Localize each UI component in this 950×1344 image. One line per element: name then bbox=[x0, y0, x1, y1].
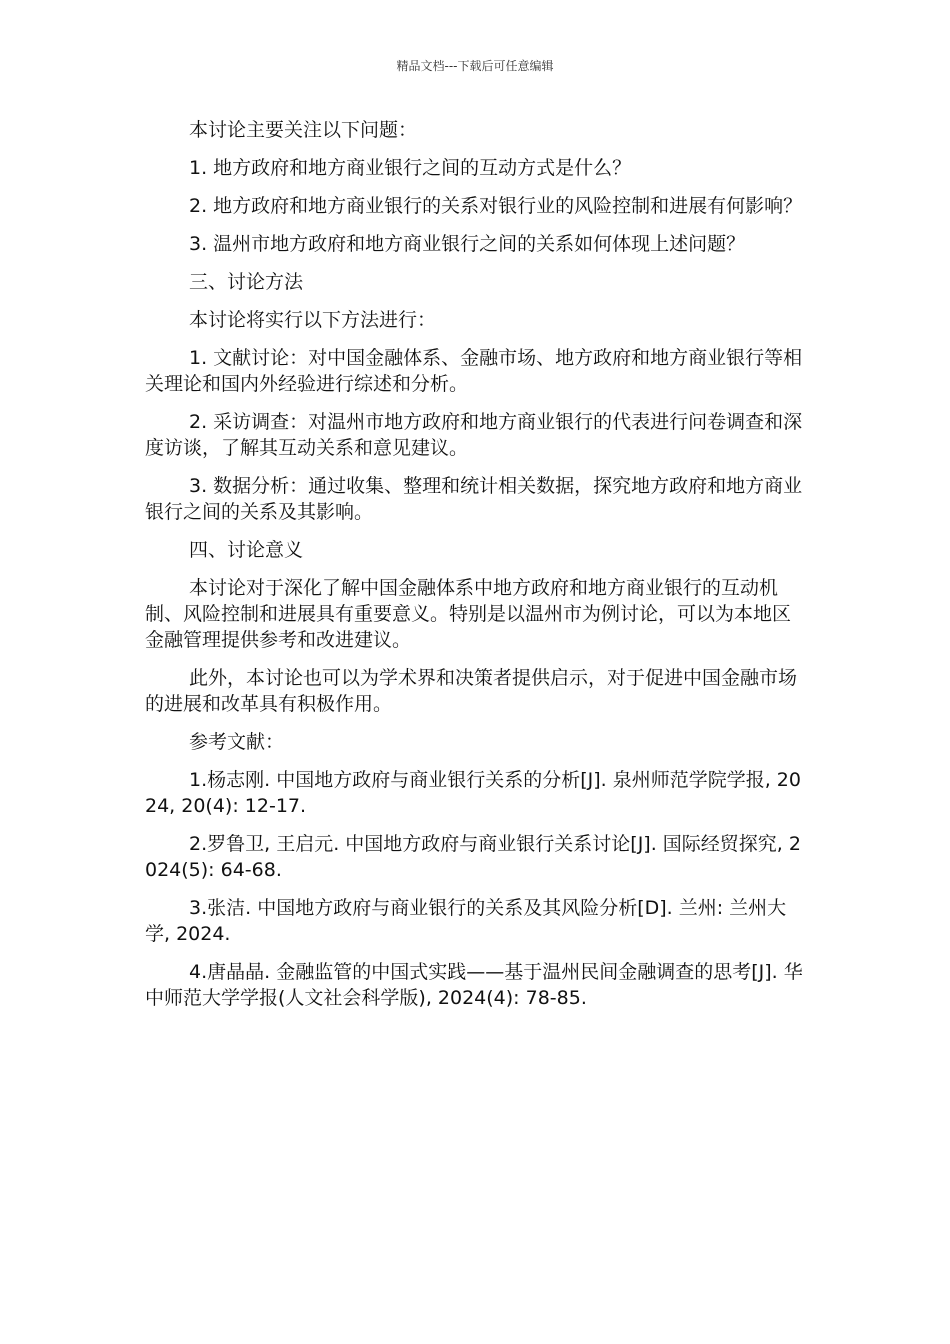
question-3: 3. 温州市地方政府和地方商业银行之间的关系如何体现上述问题？ bbox=[189, 233, 746, 255]
significance-1: 本讨论对于深化了解中国金融体系中地方政府和地方商业银行的互动机制、风险控制和进展具有重要意义。特别是以温州市为例讨论，可以为本地区金融管理提供参考和改进建议。 bbox=[145, 577, 792, 651]
document-body bbox=[145, 117, 805, 1023]
section-methods-heading: 三、讨论方法 bbox=[189, 271, 304, 293]
reference-2: 2.罗鲁卫, 王启元. 中国地方政府与商业银行关系讨论[J]. 国际经贸探究, 2024(5): 64-68. bbox=[145, 833, 801, 881]
significance-2: 此外，本讨论也可以为学术界和决策者提供启示，对于促进中国金融市场的进展和改革具有积极作用。 bbox=[145, 667, 798, 715]
reference-3: 3.张洁. 中国地方政府与商业银行的关系及其风险分析[D]. 兰州: 兰州大学, 2024. bbox=[145, 897, 787, 945]
reference-4: 4.唐晶晶. 金融监管的中国式实践——基于温州民间金融调查的思考[J]. 华中师范大学学报(人文社会科学版), 2024(4): 78-85. bbox=[145, 961, 803, 1009]
question-2: 2. 地方政府和地方商业银行的关系对银行业的风险控制和进展有何影响？ bbox=[189, 195, 803, 217]
method-1: 1. 文献讨论：对中国金融体系、金融市场、地方政府和地方商业银行等相关理论和国内外经验进行综述和分析。 bbox=[145, 347, 803, 395]
section-significance-heading: 四、讨论意义 bbox=[189, 539, 304, 561]
method-2: 2. 采访调查：对温州市地方政府和地方商业银行的代表进行问卷调查和深度访谈，了解其互动关系和意见建议。 bbox=[145, 411, 803, 459]
references-heading: 参考文献： bbox=[189, 731, 285, 753]
method-3: 3. 数据分析：通过收集、整理和统计相关数据，探究地方政府和地方商业银行之间的关系及其影响。 bbox=[145, 475, 803, 523]
question-1: 1. 地方政府和地方商业银行之间的互动方式是什么？ bbox=[189, 157, 632, 179]
methods-intro: 本讨论将实行以下方法进行： bbox=[189, 309, 437, 331]
intro-questions: 本讨论主要关注以下问题： bbox=[189, 119, 418, 141]
reference-1: 1.杨志刚. 中国地方政府与商业银行关系的分析[J]. 泉州师范学院学报, 2024, 20(4): 12-17. bbox=[145, 769, 801, 817]
page-header: 精品文档---下载后可任意编辑 bbox=[396, 59, 554, 73]
